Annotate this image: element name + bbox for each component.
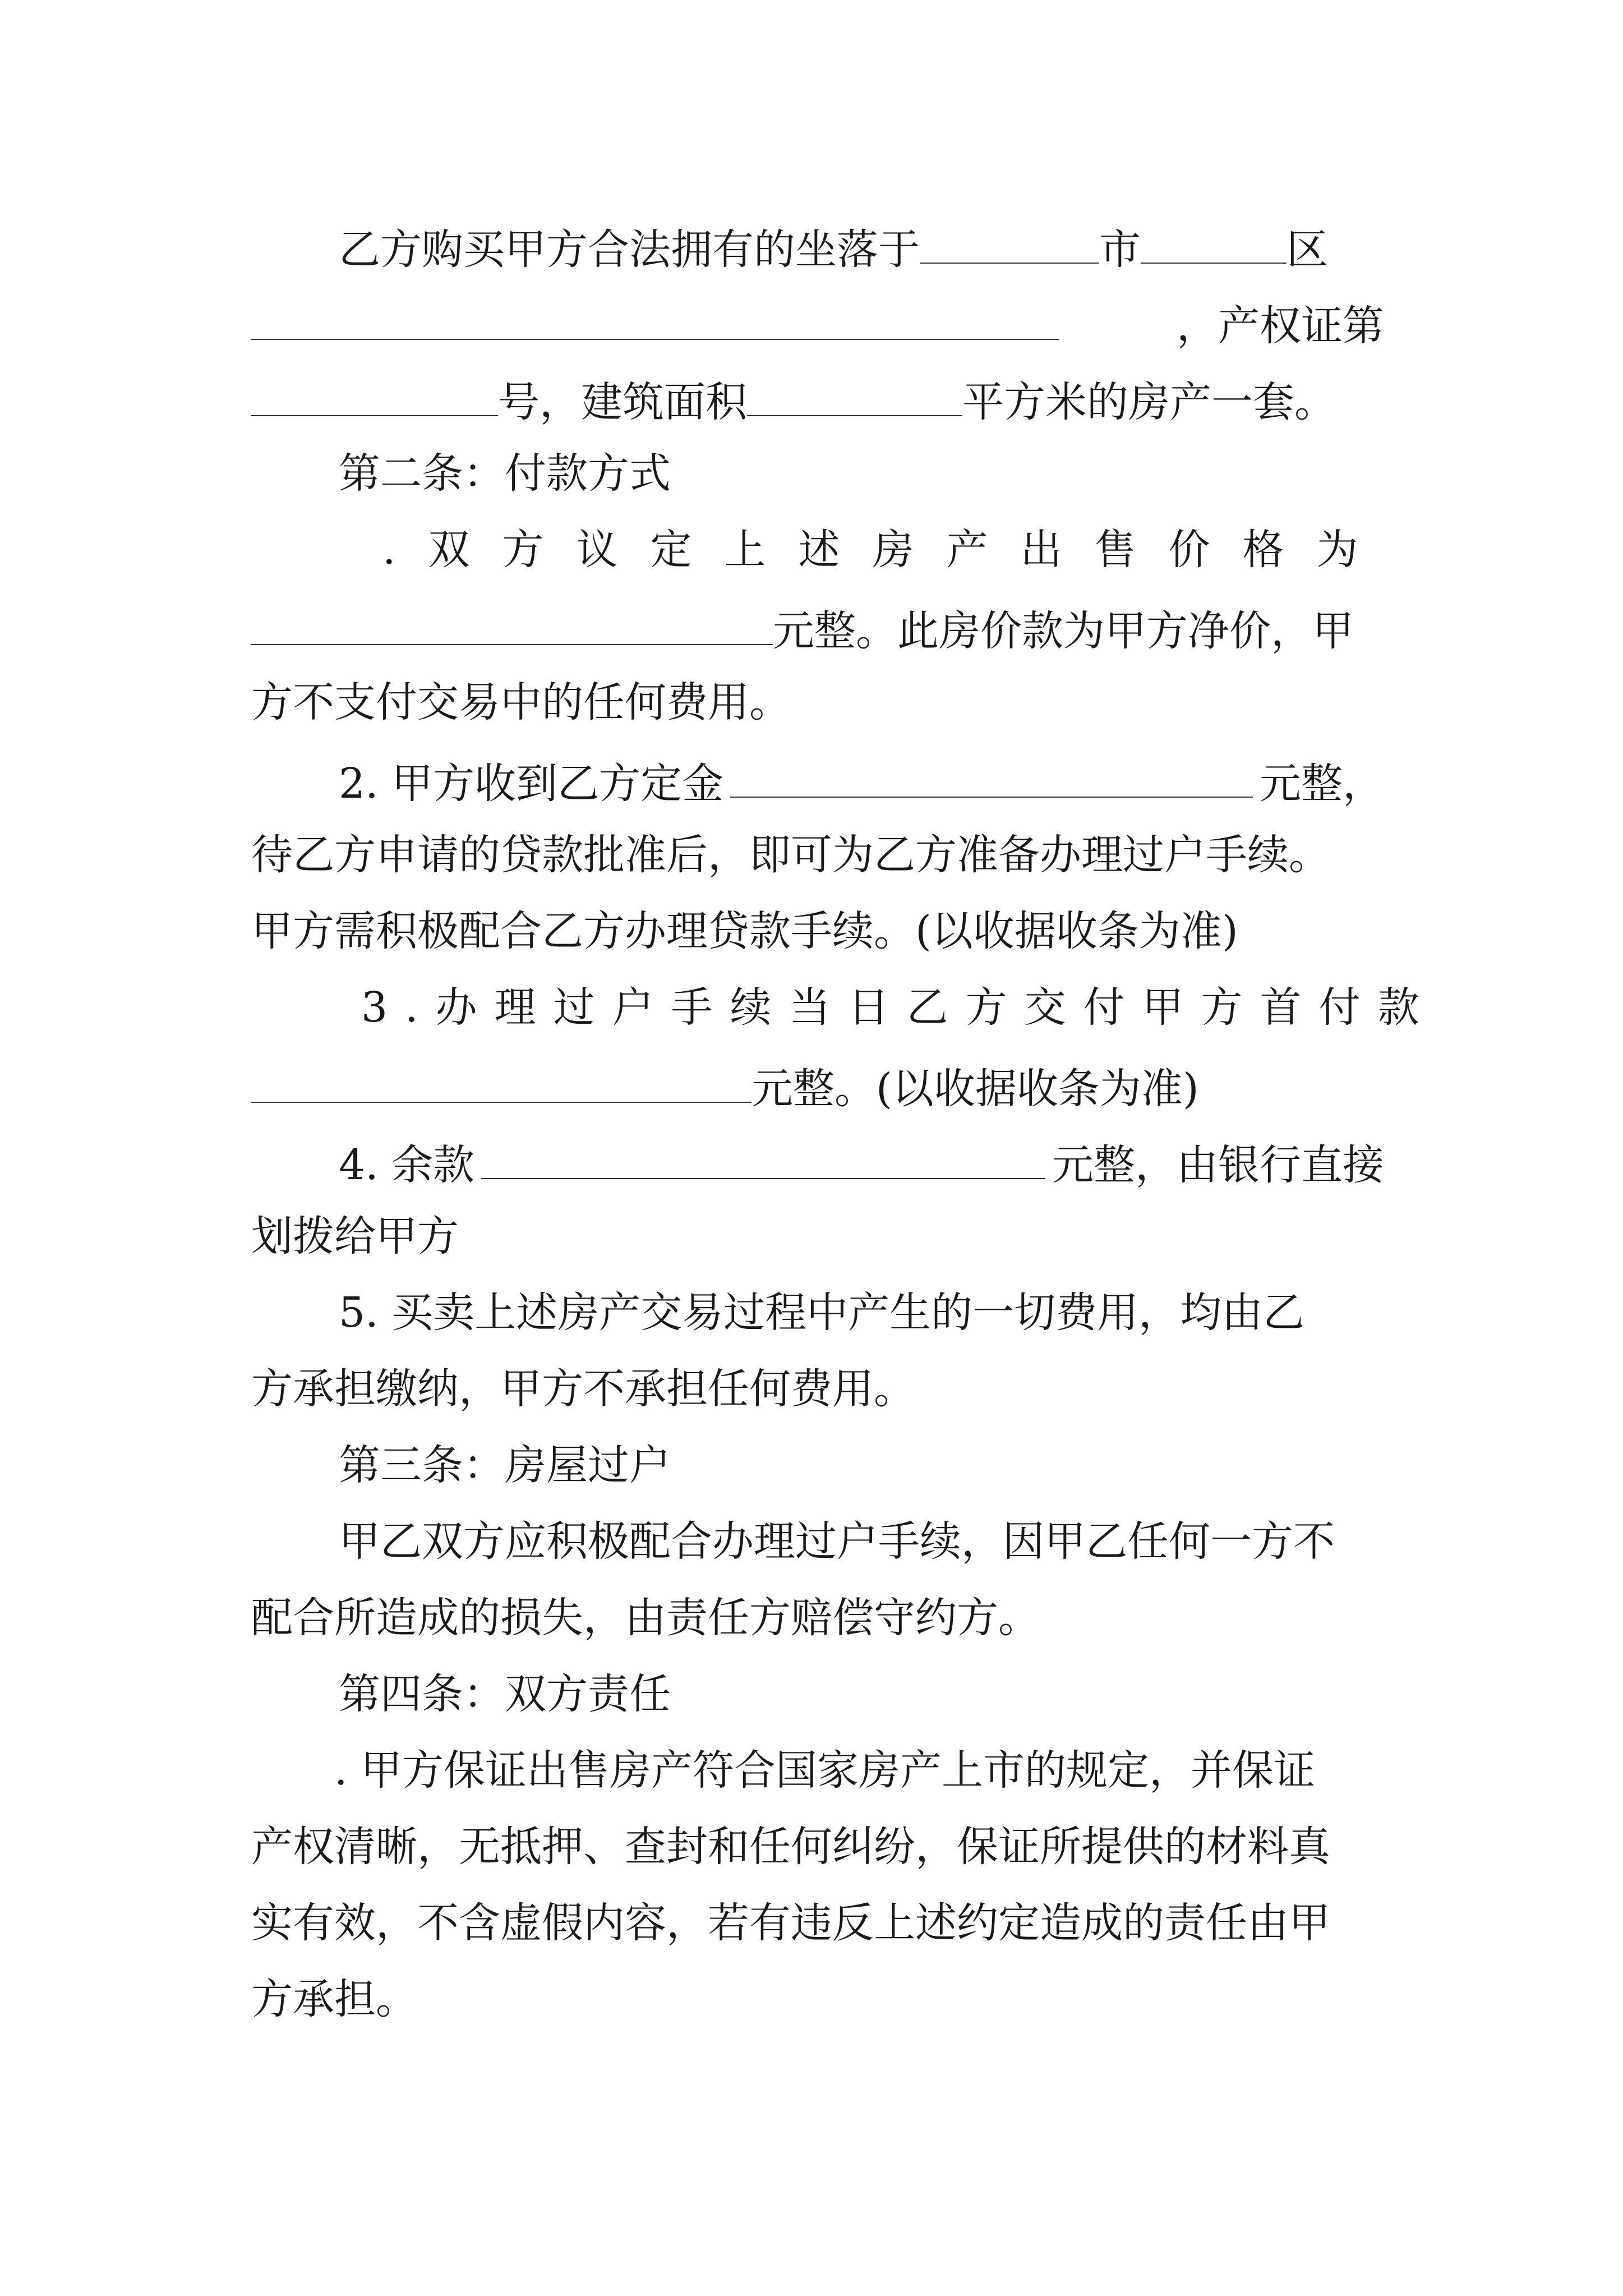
deposit-label: 2. 甲方收到乙方定金: [339, 760, 724, 808]
area-label: 号，建筑面积: [498, 378, 747, 426]
city-blank: [920, 206, 1099, 264]
price-line: .双方议定上述房产出售价格为: [382, 526, 1391, 574]
balance-blank: [481, 1122, 1045, 1179]
area-unit-text: 平方米的房产一套。: [962, 378, 1336, 426]
area-line: [251, 359, 1384, 440]
balance-line: [251, 1122, 1384, 1203]
property-location-text: 乙方购买甲方合法拥有的坐落于: [339, 226, 920, 274]
balance-unit: 元整，由银行直接: [1052, 1141, 1384, 1189]
responsibility-line-4: 方承担。: [251, 1975, 417, 2023]
responsibility-line-1: . 甲方保证出售房产符合国家房产上市的规定，并保证: [334, 1746, 1316, 1795]
loan-cooperation-line: 甲方需积极配合乙方办理贷款手续。(以收据收条为准): [251, 907, 1238, 955]
down-payment-line: 3.办理过户手续当日乙方交付甲方首付款: [361, 983, 1437, 1032]
fees-note: 方不支付交易中的任何费用。: [251, 678, 791, 726]
net-price-text: 元整。此房价款为甲方净价，甲: [773, 607, 1354, 655]
balance-transfer-line: 划拨给甲方: [251, 1212, 459, 1260]
down-payment-unit: 元整。(以收据收条为准): [751, 1065, 1199, 1113]
down-payment-blank: [251, 1046, 751, 1103]
responsibility-line-3: 实有效，不含虚假内容，若有违反上述约定造成的责任由甲: [251, 1899, 1330, 1947]
certificate-number-blank: [251, 359, 498, 416]
transfer-line: 甲乙双方应积极配合办理过户手续，因甲乙任何一方不: [339, 1517, 1335, 1566]
district-label: 区: [1287, 226, 1328, 274]
deposit-blank: [730, 740, 1253, 798]
responsibility-line-2: 产权清晰，无抵押、查封和任何纠纷，保证所提供的材料真: [251, 1823, 1330, 1871]
transfer-line-2: 配合所造成的损失，由责任方赔偿守约方。: [251, 1594, 1040, 1642]
district-blank: [1141, 206, 1287, 264]
address-blank: [251, 283, 1059, 340]
area-blank: [747, 359, 962, 416]
city-label: 市: [1099, 226, 1141, 274]
article-4-heading: 第四条：双方责任: [339, 1670, 671, 1718]
article-2-heading: 第二条：付款方式: [339, 449, 671, 498]
transaction-fees-line: 5. 买卖上述房产交易过程中产生的一切费用，均由乙: [339, 1289, 1305, 1337]
balance-label: 4. 余款: [339, 1141, 475, 1189]
address-line: [251, 283, 1384, 364]
price-blank: [251, 588, 773, 645]
price-amount-line: [251, 588, 1384, 669]
down-payment-amount-line: [251, 1046, 1384, 1127]
loan-approval-line: 待乙方申请的贷款批准后，即可为乙方准备办理过户手续。: [251, 831, 1330, 879]
property-location-line: [251, 206, 1384, 288]
transaction-fees-line-2: 方承担缴纳，甲方不承担任何费用。: [251, 1365, 915, 1413]
deposit-unit: 元整，: [1260, 760, 1384, 808]
article-3-heading: 第三条：房屋过户: [339, 1441, 671, 1489]
certificate-label: ，产权证第: [1177, 302, 1384, 350]
deposit-line: [251, 740, 1384, 822]
